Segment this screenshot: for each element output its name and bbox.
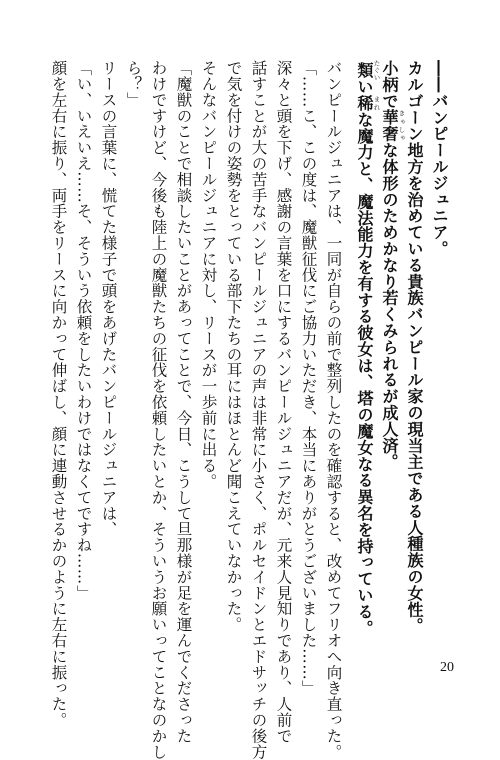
body-line: バンピールジュニアは、一同が自らの前で整列したのを確認すると、改めてフリオへ向き直った。 (324, 60, 343, 760)
body-line: 顔を左右に振り、両手をリースに向かって伸ばし、顔に連動させるかのように左右に振った。 (49, 60, 68, 728)
page-number: 20 (440, 660, 454, 675)
profile-line: 類たぐいい稀まれな魔力と、魔法能力を有する彼女は、塔の魔女なる異名を持っている。 (355, 60, 381, 637)
body-line: 話すことが大の苦手なバンピールジュニアの声は非常に小さく、ポルセイドンとエドサッチの後方 (249, 60, 268, 760)
ruby-word: 華奢きゃしゃ (380, 109, 406, 143)
ruby-word: 類たぐい (355, 60, 381, 81)
body-line: 「魔獣のことで相談したいことがあってことで、今日、こうして旦那様が足を運んでくださった (174, 60, 193, 744)
body-line: 「い、いえいえ……そ、そういう依頼をしたいわけではなくてですね……」 (74, 60, 93, 601)
body-line: わけですけど、今後も陸上の魔獣たちの征伐を依頼したいとか、そういうお願いってことなのかし (149, 60, 168, 760)
profile-line: カルゴーン地方を治めている貴族バンピール家の現当主である人種族の女性。 (405, 60, 424, 634)
body-line: 深々と頭を下げ、感謝の言葉を口にするバンピールジュニアだが、元来人見知りであり、人前で (274, 60, 293, 744)
body-line: リースの言葉に、慌てた様子で頭をあげたバンピールジュニアは、 (99, 60, 118, 537)
ruby-word: 稀まれ (355, 94, 381, 112)
body-line: で気を付けの姿勢をとっている部下たちの耳にはほとんど聞こえていなかった。 (224, 60, 243, 633)
profile-line: ――バンピールジュニア。 (430, 60, 449, 257)
profile-line: 小柄で華奢きゃしゃな体形のためかなり若くみられるが成人済。 (380, 60, 406, 471)
body-line: ら？」 (124, 60, 143, 108)
body-line: そんなバンピールジュニアに対し、リースが一歩前に出る。 (199, 60, 218, 490)
body-line: 「……こ、この度は、魔獣征伐にご協力いただき、本当にありがとうございました……」 (299, 60, 318, 696)
